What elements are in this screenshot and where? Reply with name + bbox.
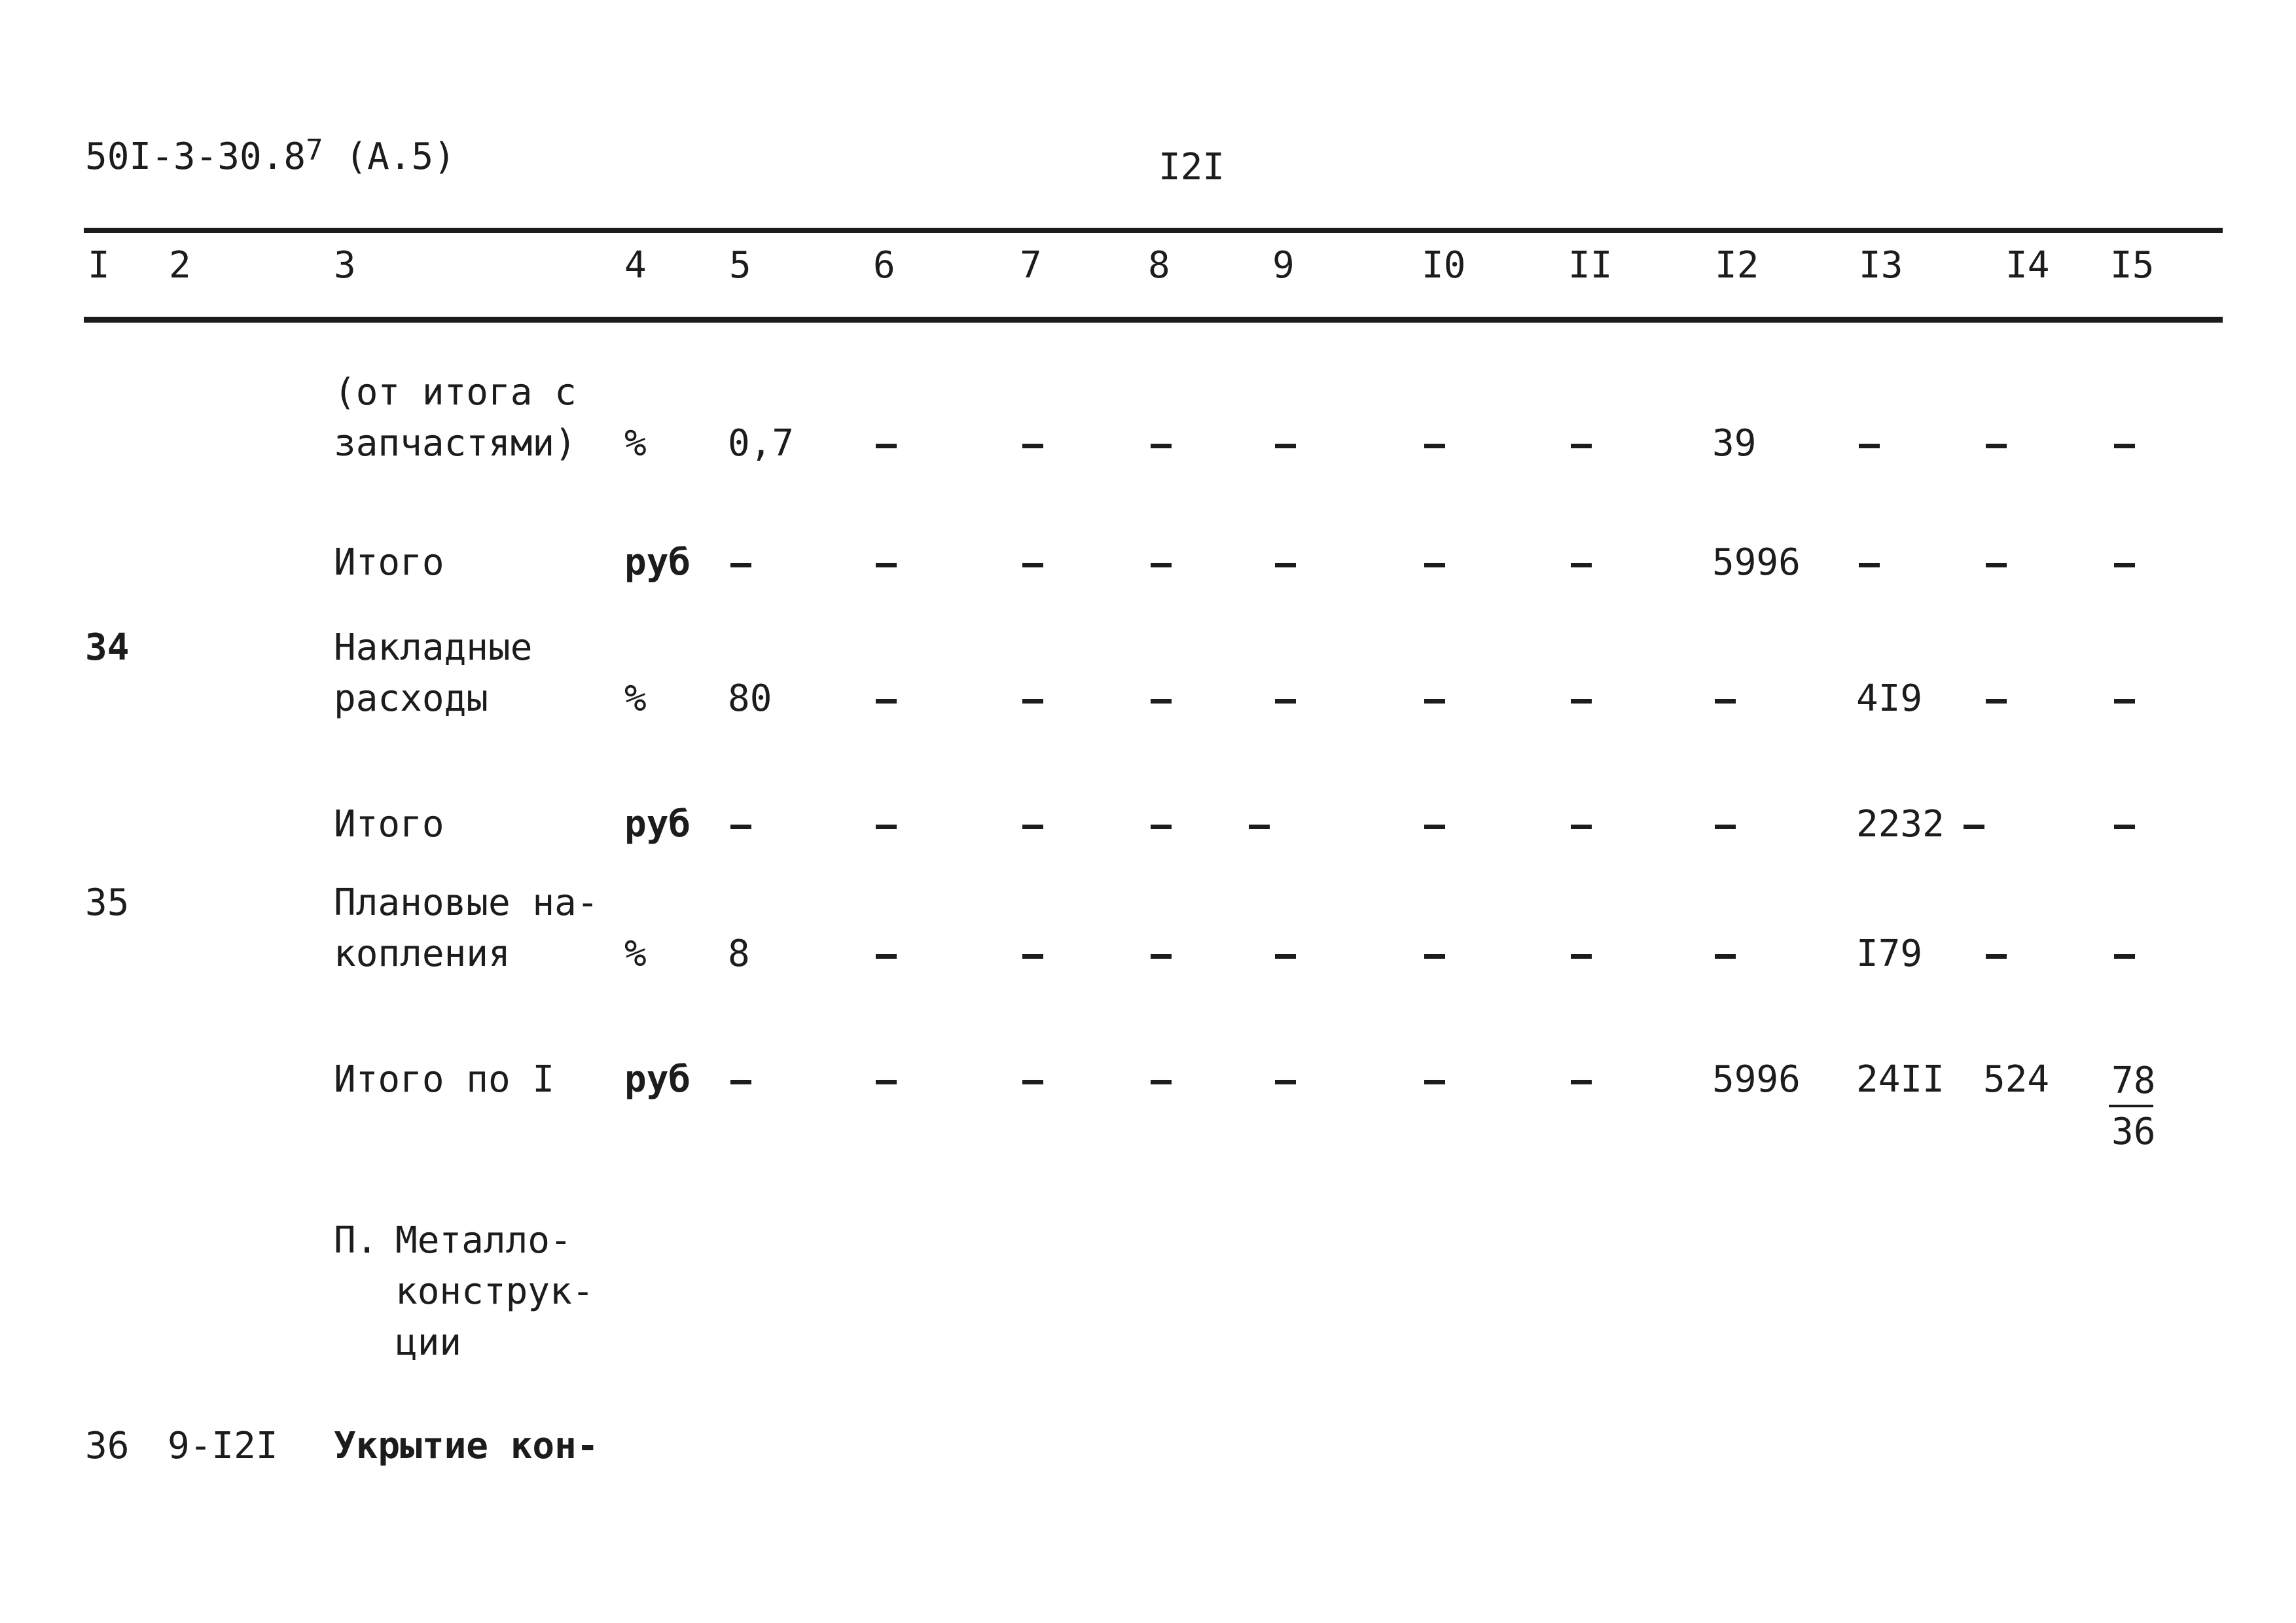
empty-value-dash bbox=[876, 954, 897, 959]
empty-value-dash bbox=[1859, 444, 1880, 448]
row-number: 35 bbox=[85, 882, 130, 924]
section-prefix: П. bbox=[334, 1219, 378, 1262]
document-code-suffix: (А.5) bbox=[345, 135, 456, 178]
cell-value: 4I9 bbox=[1856, 677, 1923, 720]
empty-value-dash bbox=[1571, 825, 1592, 829]
row-name-line: Итого по I bbox=[334, 1058, 555, 1101]
column-header-10: I0 bbox=[1422, 244, 1466, 287]
section-title-line-3: ции bbox=[395, 1321, 462, 1364]
row-unit: руб bbox=[624, 803, 691, 846]
empty-value-dash bbox=[1275, 444, 1296, 448]
row-number: 36 bbox=[85, 1425, 130, 1467]
empty-value-dash bbox=[2114, 444, 2135, 448]
empty-value-dash bbox=[1964, 825, 1984, 829]
empty-value-dash bbox=[1424, 699, 1445, 704]
empty-value-dash bbox=[730, 1080, 751, 1084]
empty-value-dash bbox=[1986, 954, 2007, 959]
column-header-1: I bbox=[88, 244, 110, 287]
document-code bbox=[85, 131, 456, 183]
empty-value-dash bbox=[1859, 563, 1880, 567]
empty-value-dash bbox=[1275, 563, 1296, 567]
table-header-bottom-rule bbox=[84, 317, 2223, 323]
column-header-12: I2 bbox=[1715, 244, 1759, 287]
empty-value-dash bbox=[1151, 699, 1172, 704]
cell-value: I79 bbox=[1856, 933, 1923, 975]
empty-value-dash bbox=[1424, 1080, 1445, 1084]
empty-value-dash bbox=[1151, 563, 1172, 567]
row-name-line: (от итога с bbox=[334, 371, 577, 414]
empty-value-dash bbox=[876, 563, 897, 567]
column-header-9: 9 bbox=[1272, 244, 1295, 287]
row-unit: руб bbox=[624, 541, 691, 584]
empty-value-dash bbox=[876, 444, 897, 448]
section-title-line-2: конструк- bbox=[395, 1270, 594, 1313]
empty-value-dash bbox=[1424, 954, 1445, 959]
column-header-15: I5 bbox=[2110, 244, 2155, 287]
row-name-line: расходы bbox=[334, 677, 489, 720]
empty-value-dash bbox=[1275, 954, 1296, 959]
row-unit: % bbox=[624, 422, 647, 465]
empty-value-dash bbox=[1571, 444, 1592, 448]
empty-value-dash bbox=[1571, 563, 1592, 567]
column-header-2: 2 bbox=[169, 244, 191, 287]
empty-value-dash bbox=[1715, 954, 1736, 959]
column-header-14: I4 bbox=[2005, 244, 2050, 287]
row-unit: % bbox=[624, 933, 647, 975]
cell-value: 0,7 bbox=[728, 422, 795, 465]
cell-value: 524 bbox=[1983, 1058, 2050, 1101]
row-name-line: Итого bbox=[334, 803, 444, 846]
empty-value-dash bbox=[1424, 444, 1445, 448]
section-title-line-1: Металло- bbox=[395, 1219, 572, 1262]
empty-value-dash bbox=[1986, 699, 2007, 704]
row-name-line: Накладные bbox=[334, 626, 533, 669]
empty-value-dash bbox=[730, 563, 751, 567]
cell-value: 5996 bbox=[1712, 1058, 1801, 1101]
empty-value-dash bbox=[1022, 954, 1043, 959]
cell-value: 5996 bbox=[1712, 541, 1801, 584]
empty-value-dash bbox=[1249, 825, 1270, 829]
empty-value-dash bbox=[2114, 699, 2135, 704]
column-header-4: 4 bbox=[624, 244, 647, 287]
column-header-13: I3 bbox=[1859, 244, 1903, 287]
row-name-line: запчастями) bbox=[334, 422, 577, 465]
cell-value: 24II bbox=[1856, 1058, 1945, 1101]
row-name-line: Итого bbox=[334, 541, 444, 584]
empty-value-dash bbox=[1151, 444, 1172, 448]
empty-value-dash bbox=[1571, 1080, 1592, 1084]
column-header-8: 8 bbox=[1148, 244, 1170, 287]
table-top-rule bbox=[84, 228, 2223, 233]
empty-value-dash bbox=[876, 699, 897, 704]
fraction-denominator: 36 bbox=[2111, 1111, 2156, 1153]
empty-value-dash bbox=[1571, 699, 1592, 704]
cell-value: 80 bbox=[728, 677, 772, 720]
empty-value-dash bbox=[1022, 1080, 1043, 1084]
empty-value-dash bbox=[1275, 1080, 1296, 1084]
empty-value-dash bbox=[1715, 699, 1736, 704]
empty-value-dash bbox=[1571, 954, 1592, 959]
empty-value-dash bbox=[1424, 563, 1445, 567]
cell-value: 39 bbox=[1712, 422, 1757, 465]
empty-value-dash bbox=[2114, 954, 2135, 959]
empty-value-dash bbox=[2114, 825, 2135, 829]
empty-value-dash bbox=[1715, 825, 1736, 829]
row-name-line: Плановые на- bbox=[334, 882, 599, 924]
empty-value-dash bbox=[2114, 563, 2135, 567]
column-header-5: 5 bbox=[729, 244, 751, 287]
page-number: I2I bbox=[1158, 146, 1225, 188]
empty-value-dash bbox=[1986, 444, 2007, 448]
document-code-main: 50I-3-30.8 bbox=[85, 135, 306, 178]
fraction-numerator: 78 bbox=[2111, 1060, 2156, 1102]
empty-value-dash bbox=[1022, 563, 1043, 567]
row-name: Укрытие кон- bbox=[334, 1425, 599, 1467]
empty-value-dash bbox=[730, 825, 751, 829]
empty-value-dash bbox=[1022, 444, 1043, 448]
empty-value-dash bbox=[1151, 825, 1172, 829]
empty-value-dash bbox=[876, 1080, 897, 1084]
row-unit: руб bbox=[624, 1058, 691, 1101]
empty-value-dash bbox=[1424, 825, 1445, 829]
column-header-7: 7 bbox=[1020, 244, 1042, 287]
empty-value-dash bbox=[876, 825, 897, 829]
cell-value: 8 bbox=[728, 933, 750, 975]
row-unit: % bbox=[624, 677, 647, 720]
document-code-superscript: 7 bbox=[306, 134, 323, 167]
column-header-3: 3 bbox=[334, 244, 356, 287]
column-header-11: II bbox=[1568, 244, 1613, 287]
empty-value-dash bbox=[1151, 1080, 1172, 1084]
row-code: 9-I2I bbox=[168, 1425, 278, 1467]
empty-value-dash bbox=[1986, 563, 2007, 567]
cell-value: 2232 bbox=[1856, 803, 1945, 846]
empty-value-dash bbox=[1151, 954, 1172, 959]
empty-value-dash bbox=[1275, 699, 1296, 704]
empty-value-dash bbox=[1022, 699, 1043, 704]
column-header-6: 6 bbox=[873, 244, 895, 287]
row-number: 34 bbox=[85, 626, 130, 669]
row-name-line: копления bbox=[334, 933, 511, 975]
empty-value-dash bbox=[1022, 825, 1043, 829]
